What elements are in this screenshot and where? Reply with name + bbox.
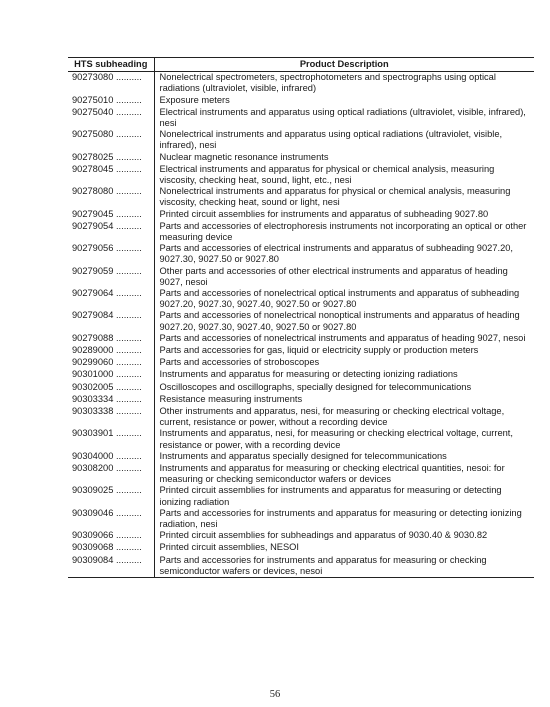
table-row — [68, 382, 534, 394]
table-row — [68, 345, 534, 357]
hts-code-cell: 90301000 .......... — [68, 369, 154, 381]
table-row — [68, 463, 534, 485]
product-description-cell: Parts and accessories for instruments and apparatus for measuring or detecting ionizing radiation, nesi — [159, 507, 522, 529]
product-description-cell: Nonelectrical spectrometers, spectrophotometers and spectrographs using optical radiations (ultraviolet, visible, infrared) — [159, 72, 496, 94]
table-row — [68, 221, 534, 243]
hts-code-cell: 90278025 .......... — [68, 152, 154, 164]
page-number: 56 — [269, 689, 281, 700]
table-header-row — [68, 58, 534, 72]
hts-code-cell: 90289000 .......... — [68, 345, 154, 357]
table-header — [68, 58, 534, 72]
product-description-cell: Printed circuit assemblies, NESOI — [159, 542, 299, 553]
hts-code-cell: 90303334 .......... — [68, 394, 154, 406]
hts-table — [68, 57, 534, 578]
product-description-cell: Other instruments and apparatus, nesi, for measuring or checking electrical voltage, current, resistance or power, without a recording device — [159, 405, 505, 428]
table-row — [68, 129, 534, 151]
table-row — [68, 152, 534, 164]
product-description-cell: Resistance measuring instruments — [159, 393, 303, 404]
product-description-cell: Instruments and apparatus, nesi, for measuring or checking electrical voltage, current, resistance or power, with a recording device — [159, 428, 513, 450]
product-description-cell: Printed circuit assemblies for subheadings and apparatus of 9030.40 & 9030.82 — [159, 530, 488, 541]
table-row — [68, 406, 534, 428]
hts-code-cell: 90303338 .......... — [68, 406, 154, 428]
product-description-cell: Parts and accessories of nonelectrical nonoptical instruments and apparatus of heading 9027.20, 9027.30, 9027.40, 9027.50 or 9027.80 — [159, 310, 520, 332]
column-header-hts-subheading: HTS subheading — [68, 58, 154, 72]
hts-code-cell: 90279064 .......... — [68, 288, 154, 310]
product-description-cell: Parts and accessories for gas, liquid or electricity supply or production meters — [159, 345, 479, 356]
hts-code-cell: 90279059 .......... — [68, 266, 154, 288]
hts-code-cell: 90309046 .......... — [68, 508, 154, 530]
hts-code-cell: 90278045 .......... — [68, 164, 154, 186]
table-row — [68, 288, 534, 310]
product-description-cell: Instruments and apparatus for measuring or checking electrical quantities, nesoi: for measuring or checking semiconductor wafers or devices — [159, 462, 505, 485]
hts-code-cell: 90309068 .......... — [68, 542, 154, 554]
product-description-cell: Parts and accessories of nonelectrical optical instruments and apparatus of subheading 9027.20, 9027.30, 9027.40, 9027.50 or 9027.80 — [159, 288, 520, 310]
table-row — [68, 95, 534, 107]
table-row — [68, 542, 534, 554]
table-row — [68, 333, 534, 345]
table-row — [68, 555, 534, 578]
table-row — [68, 357, 534, 369]
hts-code-cell: 90273080 .......... — [68, 72, 154, 95]
product-description-cell: Electrical instruments and apparatus using optical radiations (ultraviolet, visible, infrared), nesi — [159, 106, 526, 128]
hts-code-cell: 90304000 .......... — [68, 451, 154, 463]
product-description-cell: Nuclear magnetic resonance instruments — [159, 151, 329, 162]
hts-code-cell: 90299060 .......... — [68, 357, 154, 369]
table-row — [68, 428, 534, 450]
product-description-cell: Oscilloscopes and oscillographs, specially designed for telecommunications — [159, 381, 472, 392]
product-description-cell: Printed circuit assemblies for instruments and apparatus for measuring or detecting ionizing radiation — [159, 485, 502, 507]
table-row — [68, 369, 534, 381]
hts-code-cell: 90279084 .......... — [68, 310, 154, 332]
product-description-cell: Electrical instruments and apparatus for physical or chemical analysis, measuring viscosity, checking heat, sound, light, etc., nesi — [159, 163, 495, 185]
hts-code-cell: 90308200 .......... — [68, 463, 154, 485]
product-description-cell: Instruments and apparatus specially designed for telecommunications — [159, 450, 447, 461]
table-row — [68, 164, 534, 186]
table-row — [68, 266, 534, 288]
table-row — [68, 107, 534, 129]
table-row — [68, 451, 534, 463]
table-row — [68, 394, 534, 406]
hts-code-cell: 90279054 .......... — [68, 221, 154, 243]
hts-code-cell: 90302005 .......... — [68, 382, 154, 394]
product-description-cell: Parts and accessories of stroboscopes — [159, 357, 320, 368]
hts-code-cell: 90279045 .......... — [68, 209, 154, 221]
table-row — [68, 72, 534, 95]
table-row — [68, 530, 534, 542]
product-description-cell: Parts and accessories for instruments and apparatus for measuring or checking semiconductor wafers or devices, nesoi — [154, 555, 534, 578]
hts-code-cell: 90303901 .......... — [68, 428, 154, 450]
hts-code-cell: 90275010 .......... — [68, 95, 154, 107]
product-description-cell: Instruments and apparatus for measuring or detecting ionizing radiations — [159, 369, 458, 380]
hts-code-cell: 90279088 .......... — [68, 333, 154, 345]
table-row — [68, 508, 534, 530]
product-description-cell: Nonelectrical instruments and apparatus for physical or chemical analysis, measuring viscosity, checking heat, sound or light, nesi — [159, 186, 511, 208]
hts-code-cell: 90309066 .......... — [68, 530, 154, 542]
column-header-product-description: Product Description — [154, 58, 534, 72]
table-row — [68, 310, 534, 332]
hts-code-cell: 90309025 .......... — [68, 485, 154, 507]
product-description-cell: Printed circuit assemblies for instruments and apparatus of subheading 9027.80 — [159, 208, 489, 219]
table-row — [68, 209, 534, 221]
table-row — [68, 485, 534, 507]
table-row — [68, 243, 534, 265]
hts-code-cell: 90275080 .......... — [68, 129, 154, 151]
product-description-cell: Parts and accessories of electrical instruments and apparatus of subheading 9027.20, 9027.30, 9027.50 or 9027.80 — [159, 243, 513, 265]
product-description-cell: Parts and accessories of electrophoresis instruments not incorporating an optical or other measuring device — [159, 220, 527, 242]
product-description-cell: Other parts and accessories of other electrical instruments and apparatus of heading 9027, nesoi — [159, 265, 508, 287]
hts-code-cell: 90275040 .......... — [68, 107, 154, 129]
hts-code-cell: 90309084 .......... — [68, 555, 154, 578]
hts-code-cell: 90279056 .......... — [68, 243, 154, 265]
product-description-cell: Exposure meters — [159, 94, 230, 105]
hts-code-cell: 90278080 .......... — [68, 186, 154, 208]
table-row — [68, 186, 534, 208]
product-description-cell: Parts and accessories of nonelectrical instruments and apparatus of heading 9027, nesoi — [159, 332, 526, 343]
table-body — [68, 72, 534, 578]
product-description-cell: Nonelectrical instruments and apparatus using optical radiations (ultraviolet, visible, infrared), nesi — [159, 129, 503, 151]
